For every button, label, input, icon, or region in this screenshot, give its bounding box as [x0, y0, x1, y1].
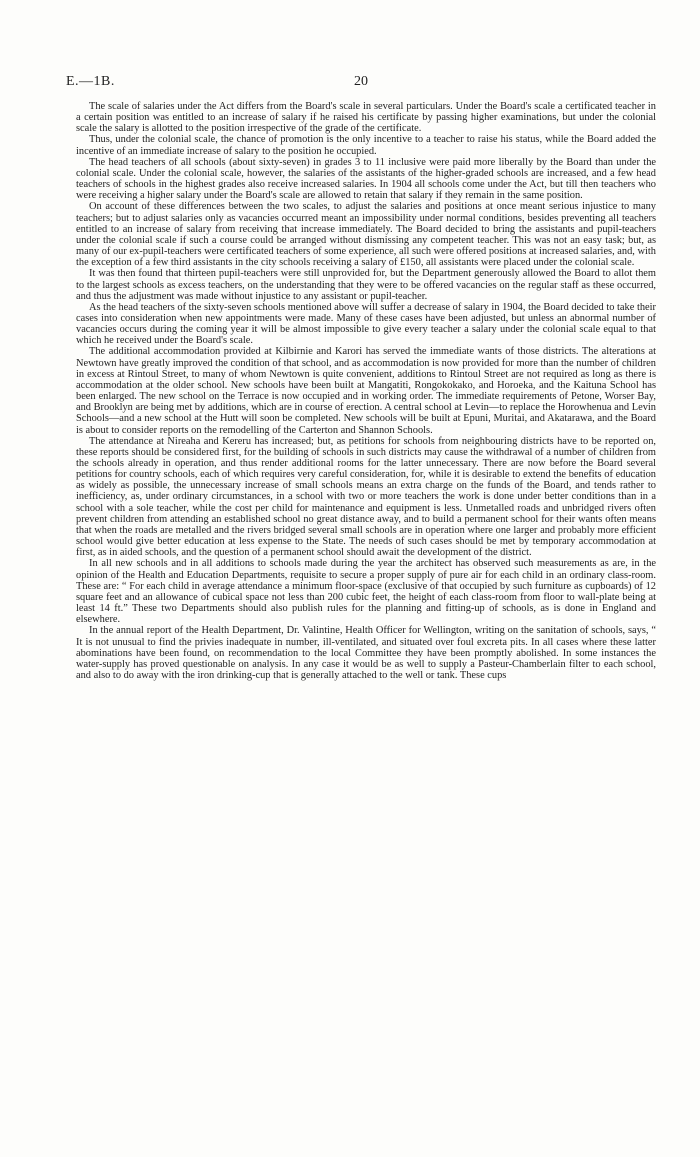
page-number: 20	[354, 74, 368, 89]
paragraph: In the annual report of the Health Department, Dr. Valintine, Health Officer for Wellington, writing on the sanitation of schools, says, “ It is not unusual to find the privies inadequate in number, ill-ventilated, and situated over foul excreta pits. In all cases where these latter abominations have been found, on recommendation to the local Committee they have been promptly abolished. In some instances the water-supply has proved questionable on analysis. In any case it would be as well to supply a Pasteur-Chamberlain filter to each school, and also to do away with the iron drinking-cup that is generally attached to the well or tank. These cups	[76, 625, 656, 681]
paragraph: It was then found that thirteen pupil-teachers were still unprovided for, but the Department generously allowed the Board to allot them to the largest schools as excess teachers, on the understanding that they were to be offered vacancies on the regular staff as these occurred, and thus the adjustment was made without injustice to any assistant or pupil-teacher.	[76, 268, 656, 302]
paragraph: The scale of salaries under the Act differs from the Board's scale in several particulars. Under the Board's scale a certificated teacher in a certain position was entitled to an increase of salary if he raised his certificate by passing higher examinations, but under the colonial scale the salary is allotted to the position irrespective of the grade of the certificate.	[76, 101, 656, 135]
body-text	[76, 101, 656, 681]
paragraph: The head teachers of all schools (about sixty-seven) in grades 3 to 11 inclusive were paid more liberally by the Board than under the colonial scale. Under the colonial scale, however, the salaries of the assistants of the higher-graded schools are increased, and a few head teachers of schools in the highest grades also receive increased salaries. In 1904 all schools come under the Act, but till then teachers who were receiving a higher salary under the Board's scale are allowed to retain that salary if they remain in the same position.	[76, 156, 656, 202]
paragraph: The additional accommodation provided at Kilbirnie and Karori has served the immediate wants of those districts. The alterations at Newtown have greatly improved the condition of that school, and as accommodation is now provided for more than the number of children in excess at Rintoul Street, to many of whom Newtown is quite convenient, additions to Rintoul Street are not required as long as there is accommodation at the older school. New schools have been built at Mangatiti, Rongokokako, and Horoeka, and the Kaituna School has been enlarged. The new school on the Terrace is now occupied and in working order. The immediate requirements of Petone, Worser Bay, and Brooklyn are being met by additions, which are in course of erection. A central school at Levin—to replace the Horowhenua and Levin Schools—and a new school at the Hutt will soon be completed. New schools will be built at Epuni, Muritai, and Akatarawa, and the Board is about to consider reports on the remodelling of the Carterton and Shannon Schools.	[76, 346, 656, 436]
paragraph: Thus, under the colonial scale, the chance of promotion is the only incentive to a teacher to raise his status, while the Board added the incentive of an immediate increase of salary to the position he occupied.	[76, 134, 656, 157]
paragraph: In all new schools and in all additions to schools made during the year the architect has observed such measurements as are, in the opinion of the Health and Education Departments, requisite to secure a proper supply of pure air for each child in an ordinary class-room. These are: “ For each child in average attendance a minimum floor-space (exclusive of that occupied by such furniture as cupboards) of 12 square feet and an allowance of cubical space not less than 200 cubic feet, the height of each class-room from floor to wall-plate being at least 14 ft.” These two Departments should also publish rules for the planning and fitting-up of schools, as is done in England and elsewhere.	[76, 558, 656, 626]
document-reference: E.—1B.	[66, 74, 115, 89]
paragraph: As the head teachers of the sixty-seven schools mentioned above will suffer a decrease of salary in 1904, the Board decided to take their cases into consideration when new appointments were made. Many of these cases have been adjusted, but unless an abnormal number of vacancies occurs during the coming year it will be almost impossible to give every teacher a salary under the colonial scale equal to that which he received under the Board's scale.	[76, 301, 656, 347]
paragraph: On account of these differences between the two scales, to adjust the salaries and positions at once meant serious injustice to many teachers; but to adjust salaries only as vacancies occurred meant an impossibility under normal conditions, besides preventing all teachers entitled to an increase of salary from receiving that increase immediately. The Board decided to bring the assistants and pupil-teachers under the colonial scale if such a course could be arranged without dismissing any competent teacher. This was not an easy task; but, as many of our ex-pupil-teachers were certificated teachers of some experience, all such were offered positions at increased salaries, and, with the exception of a few third assistants in the city schools receiving a salary of £150, all assistants were placed under the colonial scale.	[76, 201, 656, 269]
paragraph: The attendance at Nireaha and Kereru has increased; but, as petitions for schools from neighbouring districts have to be reported on, these reports should be considered first, for the building of schools in such districts may cause the withdrawal of a number of children from the schools already in operation, and thus render additional rooms for the latter unnecessary. There are now before the Board several petitions for country schools, each of which requires very careful consideration, for, while it is desirable to extend the benefits of education as widely as possible, the unnecessary increase of small schools means an extra charge on the funds of the Board, and tends rather to inefficiency, as, under ordinary circumstances, in a school with two or more teachers the work is done under better conditions than in a school with a sole teacher, while the cost per child for maintenance and equipment is less. Unmetalled roads and unbridged rivers often prevent children from attending an established school no great distance away, and to build a permanent school for their wants often means that when the roads are metalled and the rivers bridged several small schools are in operation where one larger and probably more efficient school would give better education at less expense to the State. The needs of such cases should be met by temporary accommodation at first, as in aided schools, and the question of a permanent school should await the development of the district.	[76, 435, 656, 559]
page-header	[66, 74, 656, 94]
